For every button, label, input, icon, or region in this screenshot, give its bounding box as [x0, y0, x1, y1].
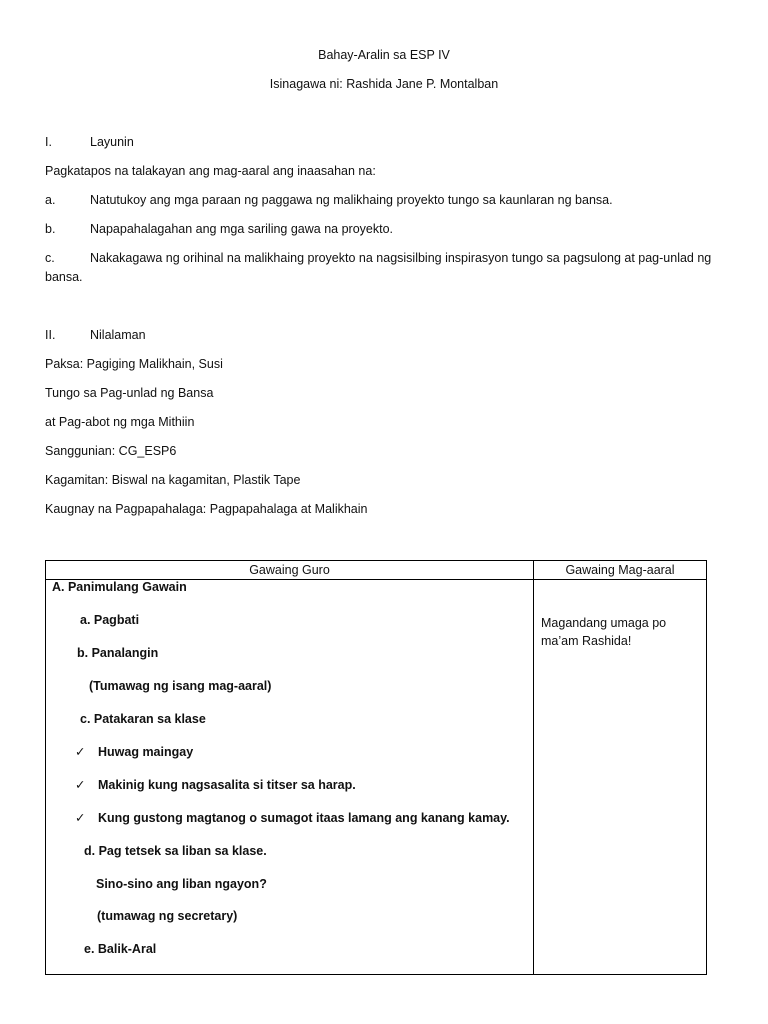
objectives-intro: Pagkatapos na talakayan ang mag-aaral ang inaasahan na: — [45, 164, 376, 178]
rule-item: Makinig kung nagsasalita si titser sa harap. — [98, 778, 356, 792]
student-response: Magandang umaga po ma’am Rashida! — [541, 616, 667, 648]
guro-cell — [46, 580, 534, 975]
step-patakaran: c. Patakaran sa klase — [80, 712, 206, 726]
section-title: A. Panimulang Gawain — [52, 580, 187, 594]
objective-continuation: bansa. — [45, 270, 83, 284]
objective-text: Nakakagawa ng orihinal na malikhaing proyekto na nagsisilbing inspirasyon tungo sa pagsulong at pag-unlad ng — [90, 251, 712, 265]
content-line: Sanggunian: CG_ESP6 — [45, 444, 177, 458]
objective-text: Natutukoy ang mga paraan ng paggawa ng malikhaing proyekto tungo sa kaunlaran ng bansa. — [90, 193, 613, 207]
content-line: Kaugnay na Pagpapahalaga: Pagpapahalaga at Malikhain — [45, 502, 368, 516]
objective-letter: a. — [45, 193, 56, 207]
objective-letter: c. — [45, 251, 55, 265]
objective-text: Napapahalagahan ang mga sariling gawa na proyekto. — [90, 222, 393, 236]
step-panalangin: b. Panalangin — [77, 646, 159, 660]
check-icon: ✓ — [75, 811, 86, 825]
step-note: (Tumawag ng isang mag-aaral) — [89, 679, 272, 693]
column-header-mag-aaral: Gawaing Mag-aaral — [534, 561, 707, 580]
content-line: at Pag-abot ng mga Mithiin — [45, 415, 195, 429]
mag-aaral-cell — [534, 580, 707, 975]
check-icon: ✓ — [75, 778, 86, 792]
step-note: (tumawag ng secretary) — [97, 909, 238, 923]
step-pagbati: a. Pagbati — [80, 613, 140, 627]
check-icon: ✓ — [75, 745, 86, 759]
content-line: Kagamitan: Biswal na kagamitan, Plastik Tape — [45, 473, 301, 487]
step-balik-aral: e. Balik-Aral — [84, 942, 157, 956]
rule-item: Kung gustong magtanog o sumagot itaas lamang ang kanang kamay. — [98, 811, 510, 825]
author-line: Isinagawa ni: Rashida Jane P. Montalban — [269, 77, 499, 91]
column-header-guro: Gawaing Guro — [46, 561, 534, 580]
lesson-plan-table — [45, 560, 707, 975]
section-number: II. — [45, 328, 56, 342]
rule-item: Huwag maingay — [98, 745, 194, 759]
step-question: Sino-sino ang liban ngayon? — [96, 877, 267, 891]
section-heading: Layunin — [90, 135, 134, 149]
content-line: Paksa: Pagiging Malikhain, Susi — [45, 357, 223, 371]
section-heading: Nilalaman — [90, 328, 146, 342]
step-tetsek: d. Pag tetsek sa liban sa klase. — [84, 844, 267, 858]
objective-letter: b. — [45, 222, 56, 236]
document-title: Bahay-Aralin sa ESP IV — [318, 48, 450, 62]
content-line: Tungo sa Pag-unlad ng Bansa — [45, 386, 214, 400]
section-number: I. — [45, 135, 52, 149]
